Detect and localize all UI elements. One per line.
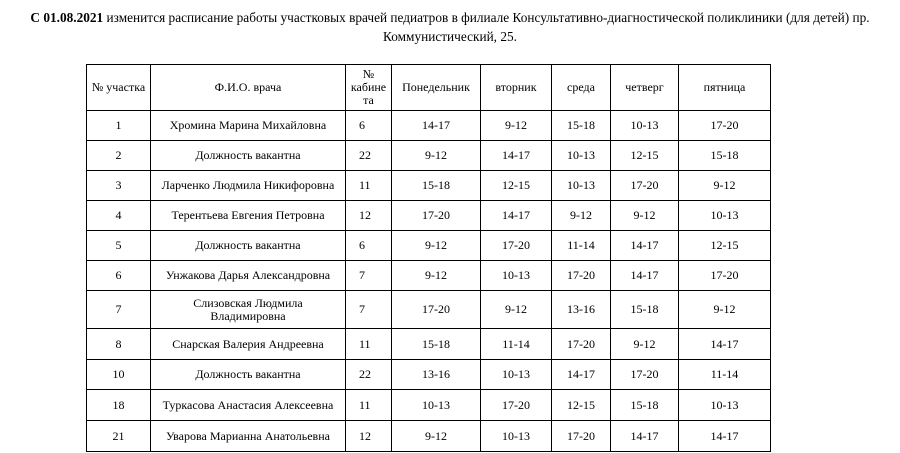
row-cabinet: 22 [346, 141, 392, 171]
row-thu: 14-17 [611, 261, 679, 291]
row-fri: 10-13 [679, 390, 771, 421]
row-mon: 17-20 [392, 291, 481, 329]
row-name: Должность вакантна [151, 360, 346, 390]
row-fri: 9-12 [679, 171, 771, 201]
row-name: Должность вакантна [151, 141, 346, 171]
table-row [87, 261, 771, 291]
row-cabinet: 11 [346, 171, 392, 201]
header-fri: пятница [679, 65, 771, 111]
row-name: Снарская Валерия Андреевна [151, 329, 346, 360]
header-wed: среда [552, 65, 611, 111]
row-tue: 10-13 [481, 360, 552, 390]
row-mon: 9-12 [392, 231, 481, 261]
row-mon: 17-20 [392, 201, 481, 231]
row-wed: 14-17 [552, 360, 611, 390]
row-num: 4 [87, 201, 151, 231]
row-fri: 17-20 [679, 261, 771, 291]
row-mon: 10-13 [392, 390, 481, 421]
row-name: Должность вакантна [151, 231, 346, 261]
row-mon: 15-18 [392, 329, 481, 360]
row-tue: 10-13 [481, 421, 552, 452]
row-name: Хромина Марина Михайловна [151, 111, 346, 141]
row-tue: 17-20 [481, 231, 552, 261]
table-row [87, 231, 771, 261]
header-cabinet: № кабине та [346, 65, 392, 111]
row-num: 5 [87, 231, 151, 261]
row-name: Терентьева Евгения Петровна [151, 201, 346, 231]
row-fri: 12-15 [679, 231, 771, 261]
row-cabinet: 11 [346, 390, 392, 421]
row-name: Туркасова Анастасия Алексеевна [151, 390, 346, 421]
table-row [87, 421, 771, 452]
row-num: 2 [87, 141, 151, 171]
table-row [87, 390, 771, 421]
row-fri: 14-17 [679, 329, 771, 360]
row-wed: 12-15 [552, 390, 611, 421]
row-thu: 10-13 [611, 111, 679, 141]
row-cabinet: 6 [346, 111, 392, 141]
row-thu: 15-18 [611, 390, 679, 421]
row-wed: 15-18 [552, 111, 611, 141]
row-wed: 10-13 [552, 171, 611, 201]
row-wed: 9-12 [552, 201, 611, 231]
row-num: 1 [87, 111, 151, 141]
row-cabinet: 12 [346, 201, 392, 231]
row-wed: 13-16 [552, 291, 611, 329]
row-tue: 17-20 [481, 390, 552, 421]
row-fri: 15-18 [679, 141, 771, 171]
row-num: 10 [87, 360, 151, 390]
row-name: Ларченко Людмила Никифоровна [151, 171, 346, 201]
table-row [87, 141, 771, 171]
row-cabinet: 6 [346, 231, 392, 261]
row-cabinet: 7 [346, 261, 392, 291]
row-fri: 9-12 [679, 291, 771, 329]
row-tue: 14-17 [481, 141, 552, 171]
row-wed: 10-13 [552, 141, 611, 171]
table-row [87, 201, 771, 231]
row-mon: 14-17 [392, 111, 481, 141]
row-thu: 15-18 [611, 291, 679, 329]
row-name: Слизовская Людмила Владимировна [151, 291, 346, 329]
row-thu: 12-15 [611, 141, 679, 171]
row-mon: 9-12 [392, 421, 481, 452]
row-fri: 10-13 [679, 201, 771, 231]
header-num: № участка [87, 65, 151, 111]
row-num: 8 [87, 329, 151, 360]
row-thu: 9-12 [611, 329, 679, 360]
heading-line-1 [0, 8, 900, 27]
row-tue: 12-15 [481, 171, 552, 201]
row-tue: 11-14 [481, 329, 552, 360]
row-num: 3 [87, 171, 151, 201]
row-thu: 17-20 [611, 360, 679, 390]
table-row [87, 360, 771, 390]
row-num: 18 [87, 390, 151, 421]
row-tue: 9-12 [481, 111, 552, 141]
row-num: 6 [87, 261, 151, 291]
row-thu: 17-20 [611, 171, 679, 201]
row-fri: 11-14 [679, 360, 771, 390]
heading-text: изменится расписание работы участковых врачей педиатров в филиале Консультативно-диагностической поликлиники (для детей) пр. [103, 10, 870, 25]
row-mon: 9-12 [392, 261, 481, 291]
table-row [87, 171, 771, 201]
row-thu: 14-17 [611, 421, 679, 452]
row-mon: 9-12 [392, 141, 481, 171]
row-num: 21 [87, 421, 151, 452]
header-tue: вторник [481, 65, 552, 111]
table-row [87, 291, 771, 329]
header-thu: четверг [611, 65, 679, 111]
document-heading [0, 8, 900, 46]
row-tue: 9-12 [481, 291, 552, 329]
table-row [87, 111, 771, 141]
row-mon: 13-16 [392, 360, 481, 390]
row-wed: 11-14 [552, 231, 611, 261]
row-tue: 14-17 [481, 201, 552, 231]
row-fri: 14-17 [679, 421, 771, 452]
row-thu: 14-17 [611, 231, 679, 261]
row-wed: 17-20 [552, 261, 611, 291]
row-tue: 10-13 [481, 261, 552, 291]
row-mon: 15-18 [392, 171, 481, 201]
row-cabinet: 11 [346, 329, 392, 360]
row-cabinet: 12 [346, 421, 392, 452]
row-cabinet: 22 [346, 360, 392, 390]
row-cabinet: 7 [346, 291, 392, 329]
header-name: Ф.И.О. врача [151, 65, 346, 111]
row-name: Уварова Марианна Анатольевна [151, 421, 346, 452]
row-num: 7 [87, 291, 151, 329]
heading-date: С 01.08.2021 [30, 10, 104, 25]
row-wed: 17-20 [552, 421, 611, 452]
row-wed: 17-20 [552, 329, 611, 360]
table-header-row [87, 65, 771, 111]
header-mon: Понедельник [392, 65, 481, 111]
row-name: Унжакова Дарья Александровна [151, 261, 346, 291]
table-row [87, 329, 771, 360]
heading-line-2: Коммунистический, 25. [383, 29, 517, 44]
schedule-table [86, 64, 771, 452]
row-fri: 17-20 [679, 111, 771, 141]
row-thu: 9-12 [611, 201, 679, 231]
